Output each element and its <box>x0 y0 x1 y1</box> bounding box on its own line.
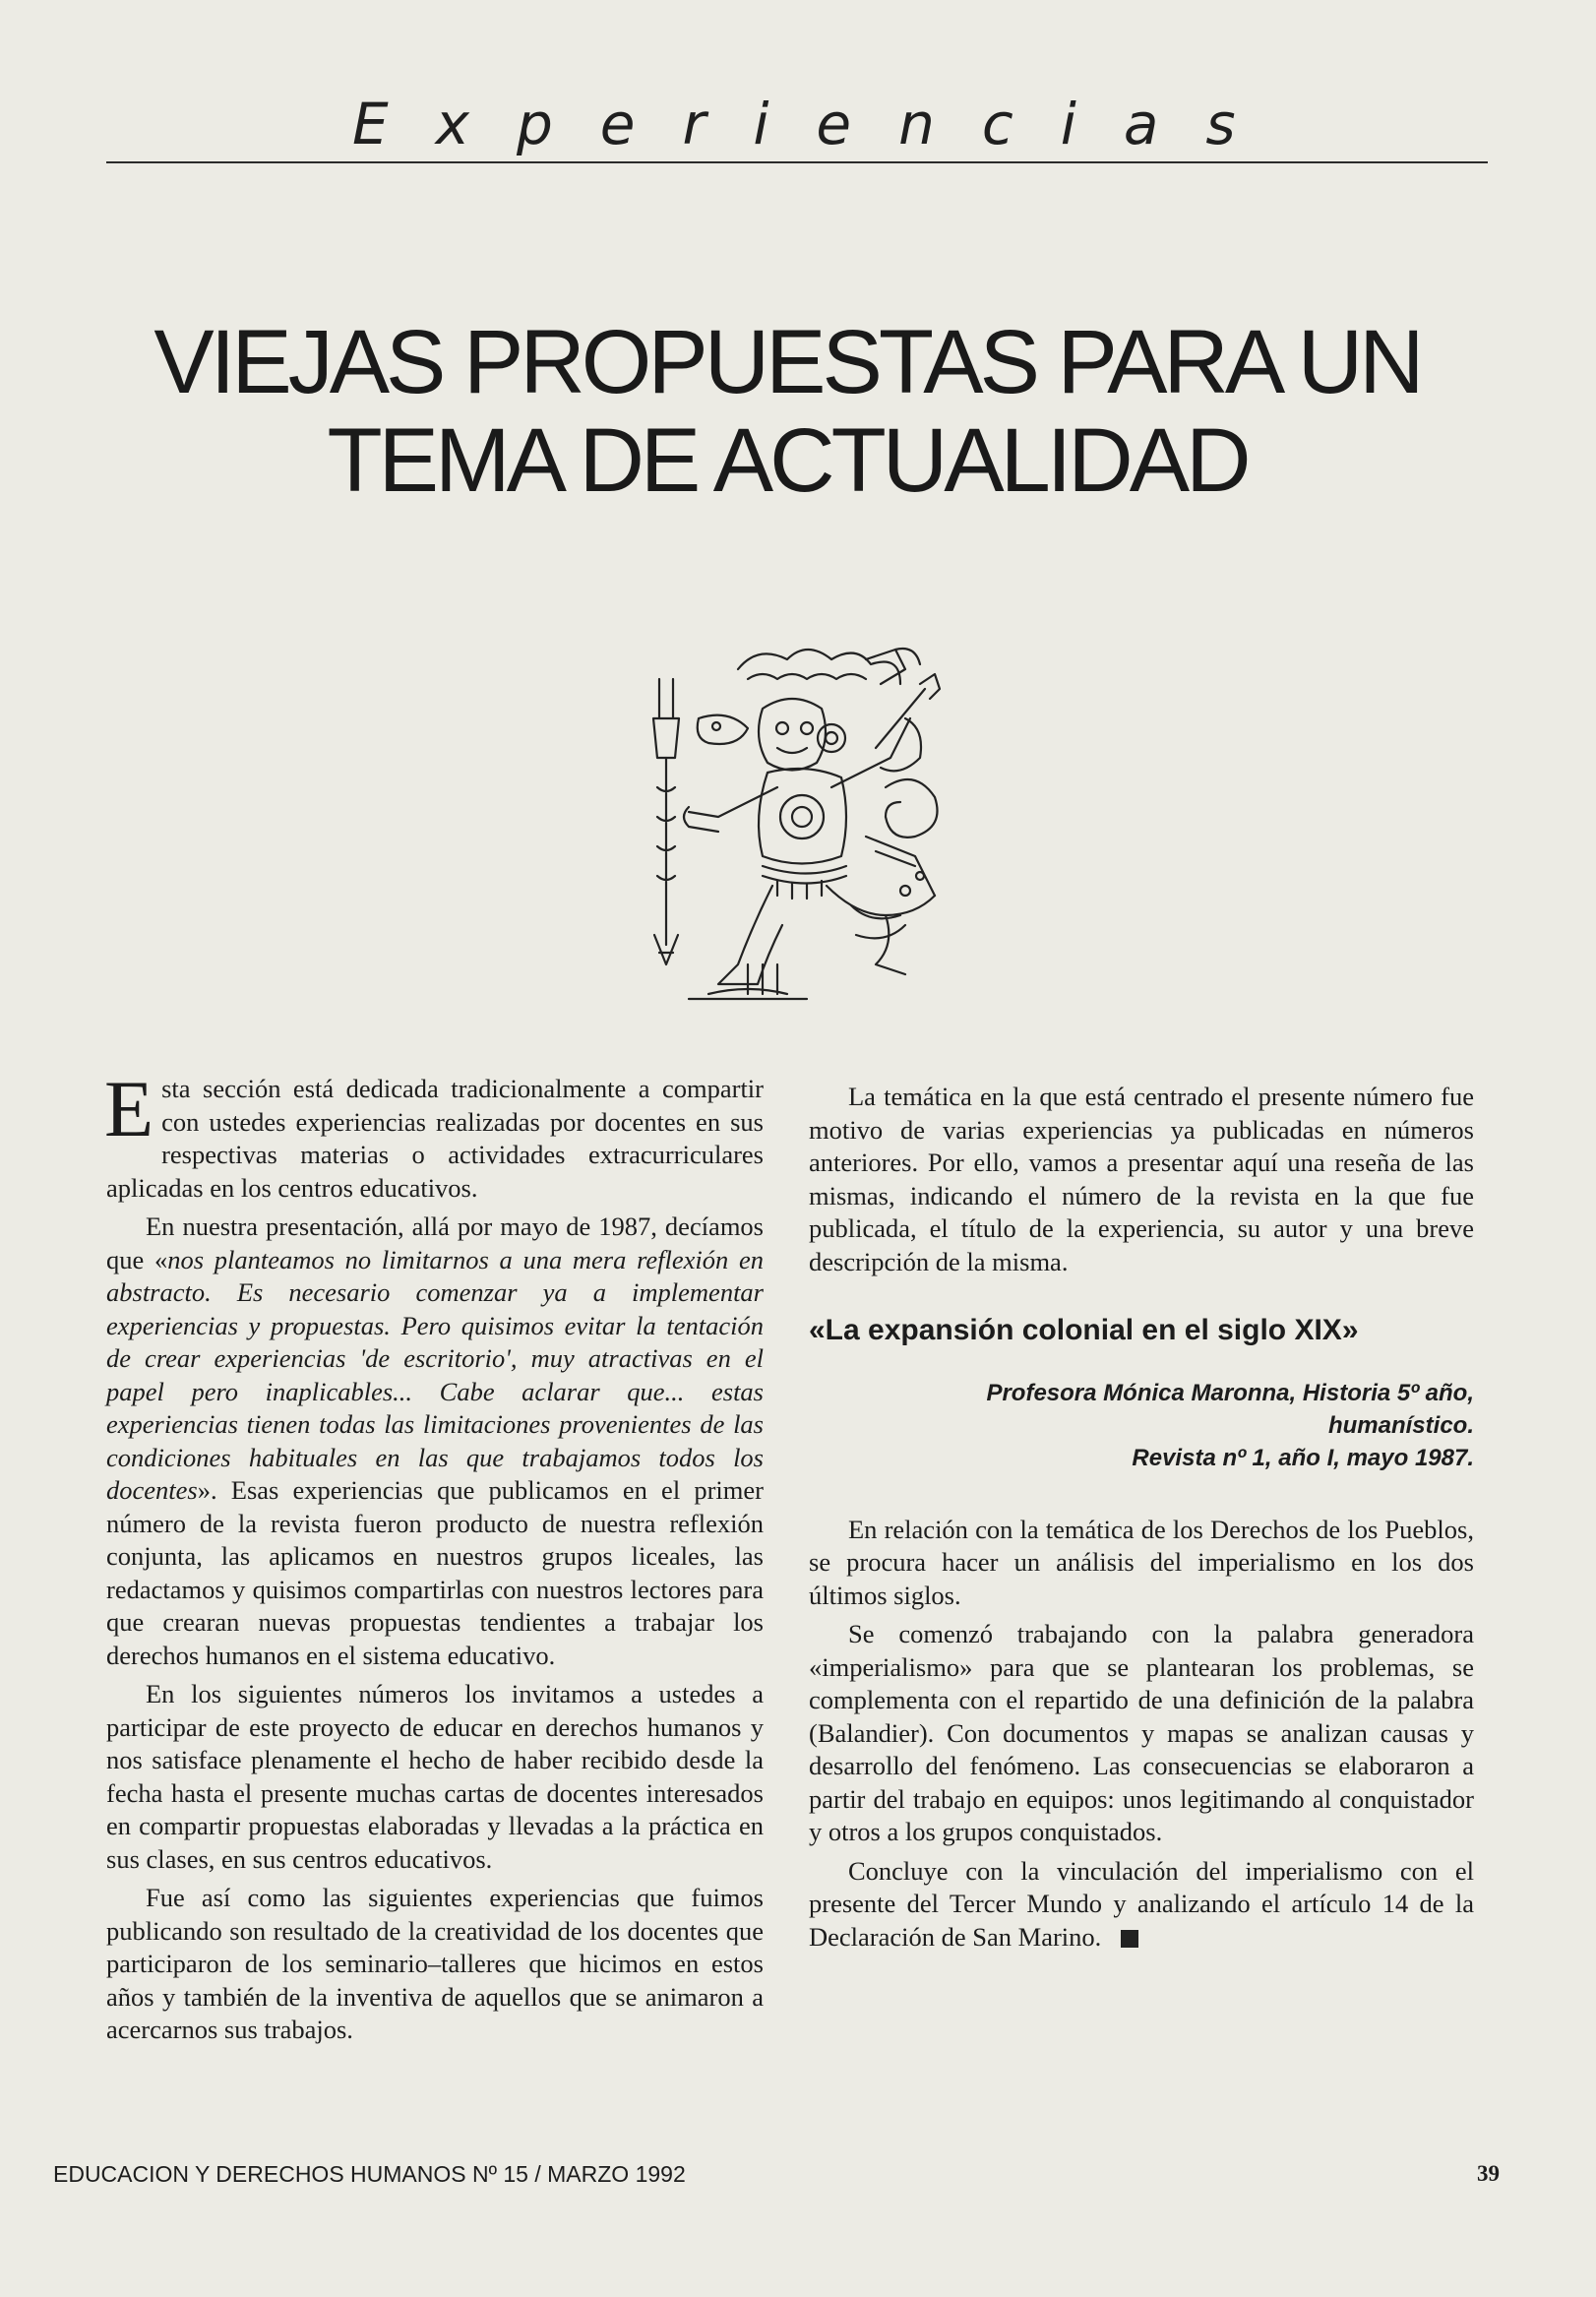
section-header <box>106 91 1488 167</box>
review-intro-paragraph: La temática en la que está centrado el presente número fue motivo de varias experiencias ya publicadas en números anteriores. Por ello, vamos a presentar aquí una reseña de las mismas, indicando el número de la revista en la que fue publicada, el título de la experiencia, su autor y una breve descripción de la misma. <box>809 1082 1474 1276</box>
presentation-quote: nos planteamos no limitarnos a una mera reflexión en abstracto. Es necesario comenzar ya a implementar experiencias y propuestas. Pero quisimos evitar la tentación de crear experiencias 'de escritorio', muy atractivas en el papel pero inaplicables... Cabe aclarar que... estas experiencias tienen todas las limitaciones provenientes de las condiciones habituales en las que trabajamos todos los docentes <box>106 1244 764 1505</box>
title-line-1: VIEJAS PROPUESTAS PARA UN <box>153 312 1421 412</box>
intro-paragraph <box>104 1064 764 1205</box>
title-line-2: TEMA DE ACTUALIDAD <box>327 410 1248 511</box>
left-column <box>104 1064 764 2053</box>
article-title <box>148 313 1427 510</box>
invitation-paragraph: En los siguientes números los invitamos a ustedes a participar de este proyecto de educar en derechos humanos y nos satisface plenamente el hecho de haber recibido desde la fecha hasta el presente muchas cartas de docentes interesados en compartir propuestas elaboradas y llevadas a la práctica en sus clases, en sus centros educativos. <box>106 1679 764 1874</box>
experience-paragraph-3 <box>809 1855 1474 1955</box>
intro-text: sta sección está dedicada tradicionalmente a compartir con ustedes experiencias realizadas por docentes en sus respectivas materias o actividades extracurriculares aplicadas en los centros educativos. <box>106 1074 764 1203</box>
experience-source: Revista nº 1, año I, mayo 1987. <box>1132 1444 1474 1471</box>
experience-level: humanístico. <box>1327 1411 1474 1439</box>
experience-paragraph-3-text: Concluye con la vinculación del imperialismo con el presente del Tercer Mundo y analizando el artículo 14 de la Declaración de San Marino. <box>809 1855 1474 1952</box>
right-column <box>809 1081 1474 1959</box>
experience-credits <box>809 1377 1474 1474</box>
page-footer <box>53 2161 1500 2197</box>
experience-title: «La expansión colonial en el siglo XIX» <box>809 1314 1359 1346</box>
experience-author: Profesora Mónica Maronna, Historia 5º año, <box>986 1379 1474 1406</box>
section-label: Experiencias <box>352 91 1283 157</box>
drop-cap: E <box>104 1064 154 1153</box>
mesoamerican-figure-illustration <box>630 640 964 1014</box>
presentation-text-before: En nuestra presentación, allá por mayo de 1987, decíamos que « <box>106 1211 764 1274</box>
presentation-paragraph <box>106 1211 764 1672</box>
experience-paragraph-1: En relación con la temática de los Derechos de los Pueblos, se procura hacer un análisis del imperialismo en los dos últimos siglos. <box>809 1514 1474 1610</box>
page-number: 39 <box>1477 2161 1500 2186</box>
presentation-text-after: ». Esas experiencias que publicamos en el primer número de la revista fueron producto de nuestra reflexión conjunta, las aplicamos en nuestros grupos liceales, las redactamos y quisimos compartirlas con nuestros lectores para que crearan nuevas propuestas tendientes a trabajar los derechos humanos en el sistema educativo. <box>106 1475 764 1670</box>
header-rule <box>106 161 1488 163</box>
experience-paragraph-2: Se comenzó trabajando con la palabra generadora «imperialismo» para que se plantearan los problemas, se complementa con el repartido de una definición de la palabra (Balandier). Con documentos y mapas se analizan causas y desarrollo del fenómeno. Las consecuencias se elaboraron a partir del trabajo en equipos: unos legitimando al conquistador y otros a los grupos conquistados. <box>809 1619 1474 1846</box>
end-of-article-mark <box>1121 1930 1138 1948</box>
seminars-paragraph: Fue así como las siguientes experiencias que fuimos publicando son resultado de la creatividad de los docentes que participaron de los seminario–talleres que hicimos en estos años y también de la inventiva de aquellos que se animaron a acercarnos sus trabajos. <box>106 1883 764 2044</box>
journal-issue: EDUCACION Y DERECHOS HUMANOS Nº 15 / MARZO 1992 <box>53 2161 686 2187</box>
